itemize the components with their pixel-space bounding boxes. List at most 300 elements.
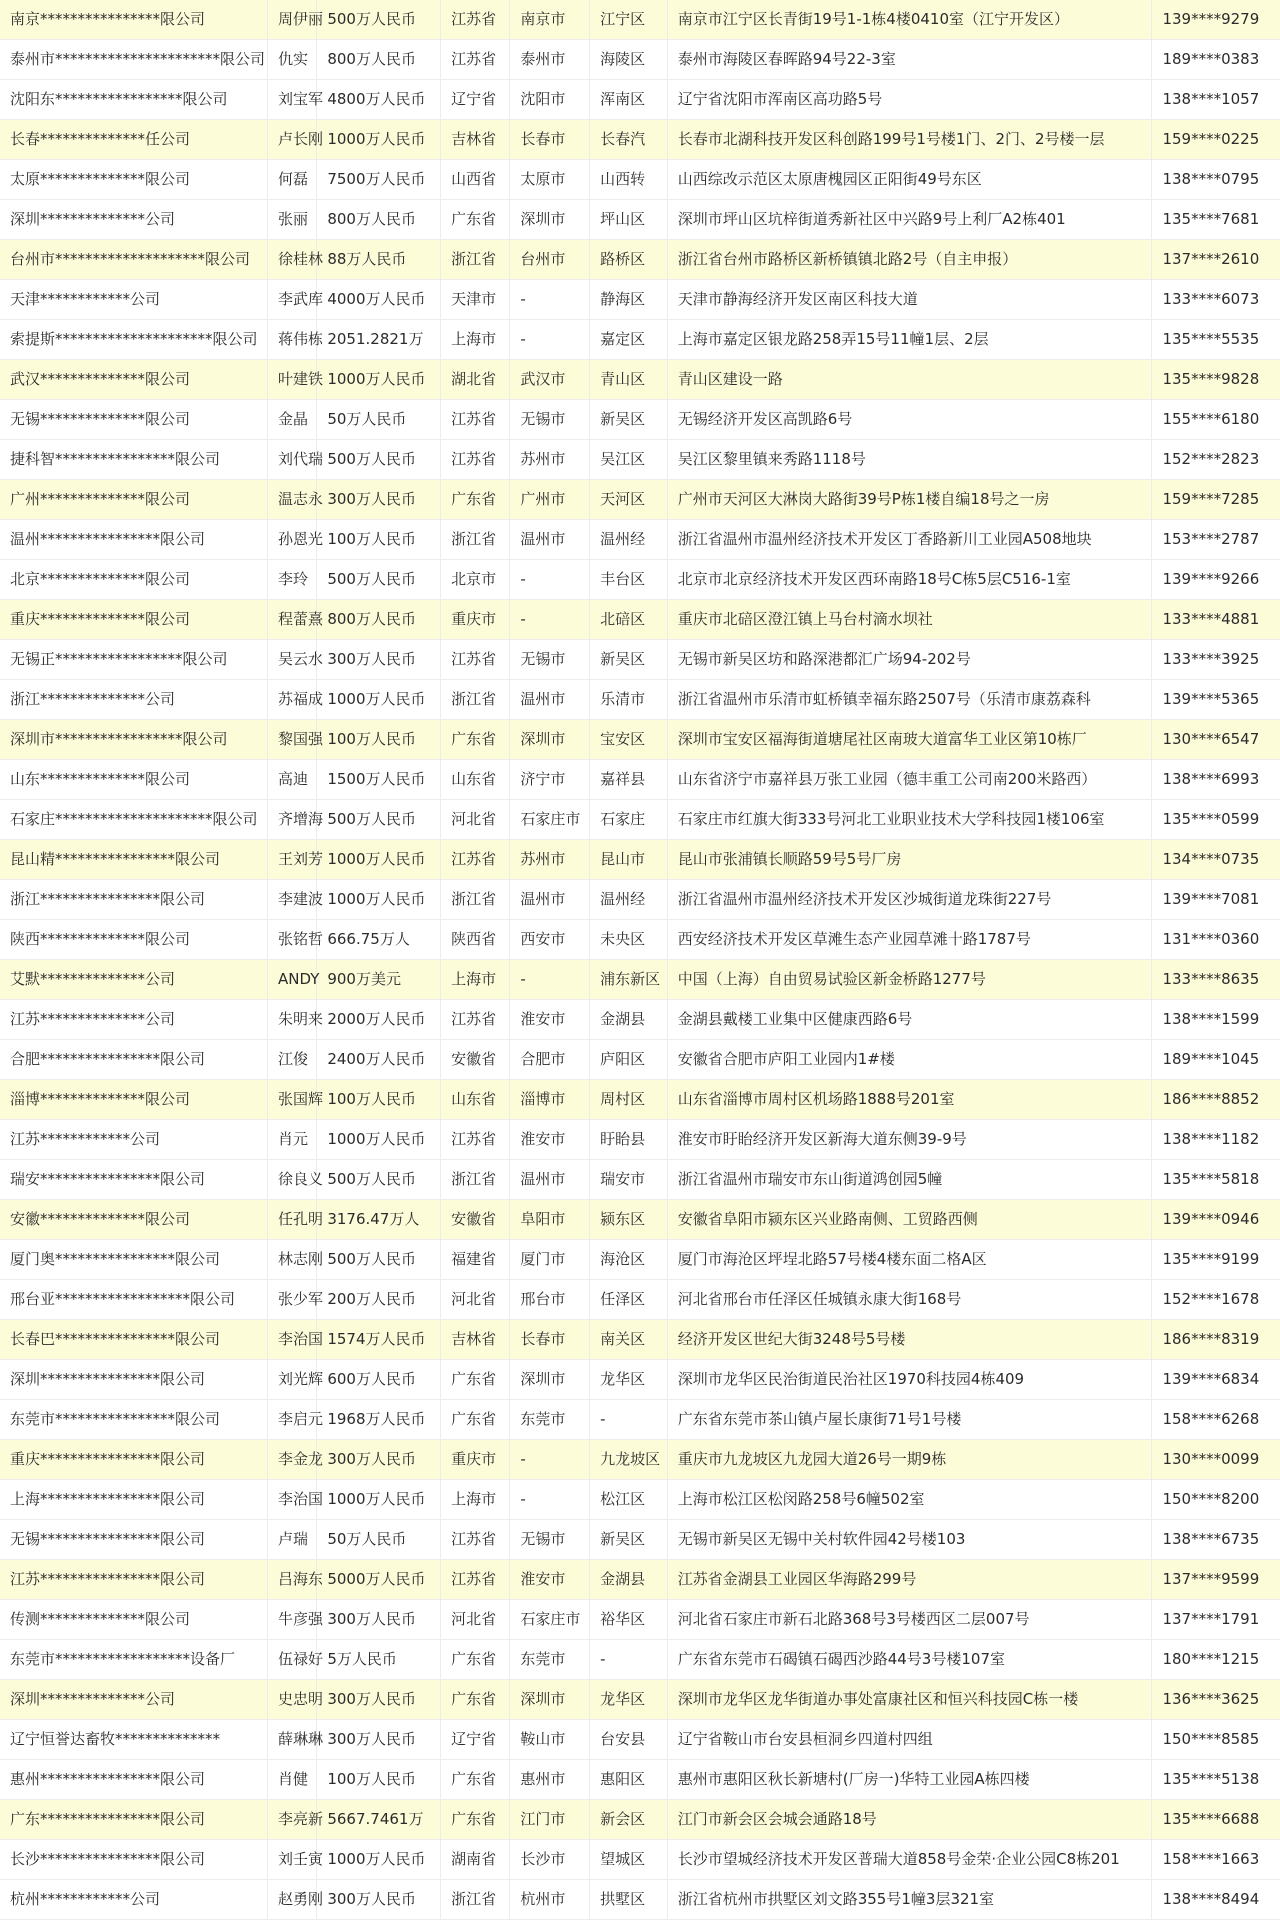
district-cell: 温州经: [590, 520, 668, 560]
province-cell: 福建省: [441, 1240, 510, 1280]
registered-capital-cell: 500万人民币: [317, 1160, 441, 1200]
phone-cell: 133****6073: [1152, 280, 1280, 320]
registered-capital-cell: 100万人民币: [317, 1760, 441, 1800]
city-cell: 温州市: [510, 520, 590, 560]
legal-person-cell: 李亮新: [268, 1800, 317, 1840]
company-name-cell: 广东****************限公司: [0, 1800, 268, 1840]
legal-person-cell: 温志永: [268, 480, 317, 520]
table-row: [0, 1320, 1280, 1360]
registered-capital-cell: 4800万人民币: [317, 80, 441, 120]
legal-person-cell: 薛琳琳: [268, 1720, 317, 1760]
phone-cell: 135****9828: [1152, 360, 1280, 400]
district-cell: 静海区: [590, 280, 668, 320]
registered-capital-cell: 666.75万人: [317, 920, 441, 960]
address-cell: 河北省邢台市任泽区任城镇永康大街168号: [667, 1280, 1152, 1320]
city-cell: 武汉市: [510, 360, 590, 400]
province-cell: 江苏省: [441, 1000, 510, 1040]
company-name-cell: 广州**************限公司: [0, 480, 268, 520]
table-row: [0, 120, 1280, 160]
registered-capital-cell: 300万人民币: [317, 1720, 441, 1760]
province-cell: 广东省: [441, 720, 510, 760]
company-name-cell: 山东**************限公司: [0, 760, 268, 800]
phone-cell: 159****7285: [1152, 480, 1280, 520]
table-row: [0, 80, 1280, 120]
province-cell: 江苏省: [441, 40, 510, 80]
table-row: [0, 1120, 1280, 1160]
district-cell: 宝安区: [590, 720, 668, 760]
city-cell: 合肥市: [510, 1040, 590, 1080]
district-cell: 龙华区: [590, 1360, 668, 1400]
legal-person-cell: 孙恩光: [268, 520, 317, 560]
table-row: [0, 1680, 1280, 1720]
legal-person-cell: 张少军: [268, 1280, 317, 1320]
province-cell: 上海市: [441, 1480, 510, 1520]
district-cell: 颍东区: [590, 1200, 668, 1240]
legal-person-cell: 仇实: [268, 40, 317, 80]
address-cell: 金湖县戴楼工业集中区健康西路6号: [667, 1000, 1152, 1040]
table-row: [0, 1000, 1280, 1040]
legal-person-cell: 王刘芳: [268, 840, 317, 880]
table-row: [0, 1360, 1280, 1400]
province-cell: 广东省: [441, 1640, 510, 1680]
registered-capital-cell: 100万人民币: [317, 520, 441, 560]
registered-capital-cell: 4000万人民币: [317, 280, 441, 320]
phone-cell: 139****5365: [1152, 680, 1280, 720]
legal-person-cell: 吕海东: [268, 1560, 317, 1600]
legal-person-cell: 黎国强: [268, 720, 317, 760]
address-cell: 惠州市惠阳区秋长新塘村(厂房一)华特工业园A栋四楼: [667, 1760, 1152, 1800]
table-row: [0, 280, 1280, 320]
registered-capital-cell: 500万人民币: [317, 1240, 441, 1280]
address-cell: 深圳市宝安区福海街道塘尾社区南玻大道富华工业区第10栋厂: [667, 720, 1152, 760]
phone-cell: 138****6735: [1152, 1520, 1280, 1560]
phone-cell: 150****8585: [1152, 1720, 1280, 1760]
province-cell: 江苏省: [441, 840, 510, 880]
legal-person-cell: 刘壬寅: [268, 1840, 317, 1880]
phone-cell: 137****2610: [1152, 240, 1280, 280]
district-cell: 乐清市: [590, 680, 668, 720]
table-row: [0, 560, 1280, 600]
city-cell: 阜阳市: [510, 1200, 590, 1240]
province-cell: 江苏省: [441, 440, 510, 480]
address-cell: 辽宁省鞍山市台安县桓洞乡四道村四组: [667, 1720, 1152, 1760]
city-cell: 温州市: [510, 680, 590, 720]
address-cell: 广东省东莞市石碣镇石碣西沙路44号3号楼107室: [667, 1640, 1152, 1680]
province-cell: 广东省: [441, 1680, 510, 1720]
legal-person-cell: 高迪: [268, 760, 317, 800]
city-cell: 深圳市: [510, 720, 590, 760]
province-cell: 广东省: [441, 1360, 510, 1400]
phone-cell: 135****5138: [1152, 1760, 1280, 1800]
address-cell: 北京市北京经济技术开发区西环南路18号C栋5层C516-1室: [667, 560, 1152, 600]
table-row: [0, 1480, 1280, 1520]
company-name-cell: 辽宁恒誉达畜牧**************: [0, 1720, 268, 1760]
company-name-cell: 重庆**************限公司: [0, 600, 268, 640]
city-cell: -: [510, 320, 590, 360]
city-cell: 长春市: [510, 120, 590, 160]
legal-person-cell: ANDY: [268, 960, 317, 1000]
registered-capital-cell: 1000万人民币: [317, 1840, 441, 1880]
company-name-cell: 重庆****************限公司: [0, 1440, 268, 1480]
district-cell: 坪山区: [590, 200, 668, 240]
phone-cell: 133****8635: [1152, 960, 1280, 1000]
company-name-cell: 无锡****************限公司: [0, 1520, 268, 1560]
legal-person-cell: 肖健: [268, 1760, 317, 1800]
city-cell: 南京市: [510, 0, 590, 40]
registered-capital-cell: 300万人民币: [317, 640, 441, 680]
company-name-cell: 太原**************限公司: [0, 160, 268, 200]
company-name-cell: 江苏************公司: [0, 1120, 268, 1160]
phone-cell: 152****1678: [1152, 1280, 1280, 1320]
province-cell: 广东省: [441, 1400, 510, 1440]
phone-cell: 138****0795: [1152, 160, 1280, 200]
district-cell: 拱墅区: [590, 1880, 668, 1920]
table-row: [0, 760, 1280, 800]
address-cell: 上海市嘉定区银龙路258弄15号11幢1层、2层: [667, 320, 1152, 360]
legal-person-cell: 卢瑞: [268, 1520, 317, 1560]
province-cell: 上海市: [441, 320, 510, 360]
phone-cell: 139****7081: [1152, 880, 1280, 920]
address-cell: 河北省石家庄市新石北路368号3号楼西区二层007号: [667, 1600, 1152, 1640]
district-cell: 新会区: [590, 1800, 668, 1840]
registered-capital-cell: 100万人民币: [317, 720, 441, 760]
registered-capital-cell: 500万人民币: [317, 440, 441, 480]
phone-cell: 138****1182: [1152, 1120, 1280, 1160]
phone-cell: 152****2823: [1152, 440, 1280, 480]
address-cell: 无锡经济开发区高凯路6号: [667, 400, 1152, 440]
province-cell: 河北省: [441, 1600, 510, 1640]
company-name-cell: 南京****************限公司: [0, 0, 268, 40]
registered-capital-cell: 1000万人民币: [317, 880, 441, 920]
registered-capital-cell: 100万人民币: [317, 1080, 441, 1120]
city-cell: 台州市: [510, 240, 590, 280]
registered-capital-cell: 1000万人民币: [317, 360, 441, 400]
district-cell: 浑南区: [590, 80, 668, 120]
table-row: [0, 800, 1280, 840]
address-cell: 泰州市海陵区春晖路94号22-3室: [667, 40, 1152, 80]
legal-person-cell: 徐桂林: [268, 240, 317, 280]
district-cell: 江宁区: [590, 0, 668, 40]
table-row: [0, 240, 1280, 280]
table-row: [0, 1080, 1280, 1120]
phone-cell: 139****9279: [1152, 0, 1280, 40]
registered-capital-cell: 900万美元: [317, 960, 441, 1000]
address-cell: 天津市静海经济开发区南区科技大道: [667, 280, 1152, 320]
district-cell: 裕华区: [590, 1600, 668, 1640]
district-cell: 丰台区: [590, 560, 668, 600]
registered-capital-cell: 3176.47万人: [317, 1200, 441, 1240]
table-row: [0, 720, 1280, 760]
province-cell: 辽宁省: [441, 80, 510, 120]
company-name-cell: 东莞市******************设备厂: [0, 1640, 268, 1680]
address-cell: 广东省东莞市茶山镇卢屋长康街71号1号楼: [667, 1400, 1152, 1440]
district-cell: 路桥区: [590, 240, 668, 280]
company-name-cell: 北京**************限公司: [0, 560, 268, 600]
district-cell: 嘉祥县: [590, 760, 668, 800]
address-cell: 江门市新会区会城会通路18号: [667, 1800, 1152, 1840]
table-row: [0, 840, 1280, 880]
registered-capital-cell: 5000万人民币: [317, 1560, 441, 1600]
phone-cell: 139****6834: [1152, 1360, 1280, 1400]
district-cell: 昆山市: [590, 840, 668, 880]
registered-capital-cell: 300万人民币: [317, 1440, 441, 1480]
district-cell: 金湖县: [590, 1000, 668, 1040]
company-name-cell: 深圳市*****************限公司: [0, 720, 268, 760]
address-cell: 安徽省阜阳市颍东区兴业路南侧、工贸路西侧: [667, 1200, 1152, 1240]
registered-capital-cell: 800万人民币: [317, 40, 441, 80]
company-name-cell: 无锡**************限公司: [0, 400, 268, 440]
province-cell: 辽宁省: [441, 1720, 510, 1760]
city-cell: 无锡市: [510, 400, 590, 440]
district-cell: 金湖县: [590, 1560, 668, 1600]
phone-cell: 158****6268: [1152, 1400, 1280, 1440]
city-cell: 厦门市: [510, 1240, 590, 1280]
address-cell: 无锡市新吴区无锡中关村软件园42号楼103: [667, 1520, 1152, 1560]
city-cell: -: [510, 560, 590, 600]
phone-cell: 150****8200: [1152, 1480, 1280, 1520]
table-row: [0, 520, 1280, 560]
district-cell: 庐阳区: [590, 1040, 668, 1080]
legal-person-cell: 齐增海: [268, 800, 317, 840]
table-row: [0, 480, 1280, 520]
registered-capital-cell: 50万人民币: [317, 1520, 441, 1560]
district-cell: 周村区: [590, 1080, 668, 1120]
city-cell: 无锡市: [510, 1520, 590, 1560]
table-row: [0, 1240, 1280, 1280]
district-cell: 山西转: [590, 160, 668, 200]
phone-cell: 138****1057: [1152, 80, 1280, 120]
legal-person-cell: 赵勇刚: [268, 1880, 317, 1920]
legal-person-cell: 肖元: [268, 1120, 317, 1160]
registered-capital-cell: 300万人民币: [317, 1600, 441, 1640]
company-name-cell: 武汉**************限公司: [0, 360, 268, 400]
registered-capital-cell: 2000万人民币: [317, 1000, 441, 1040]
address-cell: 浙江省温州市乐清市虹桥镇幸福东路2507号（乐清市康荔森科: [667, 680, 1152, 720]
address-cell: 长沙市望城经济技术开发区普瑞大道858号金荣·企业公园C8栋201: [667, 1840, 1152, 1880]
district-cell: 海陵区: [590, 40, 668, 80]
registered-capital-cell: 300万人民币: [317, 480, 441, 520]
registered-capital-cell: 1000万人民币: [317, 1120, 441, 1160]
province-cell: 广东省: [441, 1760, 510, 1800]
phone-cell: 137****9599: [1152, 1560, 1280, 1600]
address-cell: 淮安市盱眙经济开发区新海大道东侧39-9号: [667, 1120, 1152, 1160]
province-cell: 湖南省: [441, 1840, 510, 1880]
phone-cell: 138****8494: [1152, 1880, 1280, 1920]
registered-capital-cell: 1000万人民币: [317, 1480, 441, 1520]
table-row: [0, 0, 1280, 40]
legal-person-cell: 牛彦强: [268, 1600, 317, 1640]
address-cell: 浙江省温州市温州经济技术开发区沙城街道龙珠街227号: [667, 880, 1152, 920]
province-cell: 上海市: [441, 960, 510, 1000]
province-cell: 浙江省: [441, 1160, 510, 1200]
legal-person-cell: 李治国: [268, 1320, 317, 1360]
company-name-cell: 天津************公司: [0, 280, 268, 320]
district-cell: 青山区: [590, 360, 668, 400]
address-cell: 经济开发区世纪大街3248号5号楼: [667, 1320, 1152, 1360]
company-name-cell: 杭州************公司: [0, 1880, 268, 1920]
province-cell: 江苏省: [441, 400, 510, 440]
province-cell: 吉林省: [441, 1320, 510, 1360]
district-cell: 九龙坡区: [590, 1440, 668, 1480]
table-row: [0, 1040, 1280, 1080]
city-cell: 邢台市: [510, 1280, 590, 1320]
company-name-cell: 安徽**************限公司: [0, 1200, 268, 1240]
phone-cell: 130****6547: [1152, 720, 1280, 760]
province-cell: 广东省: [441, 1800, 510, 1840]
table-row: [0, 40, 1280, 80]
address-cell: 浙江省杭州市拱墅区刘文路355号1幢3层321室: [667, 1880, 1152, 1920]
legal-person-cell: 张丽: [268, 200, 317, 240]
registered-capital-cell: 300万人民币: [317, 1880, 441, 1920]
city-cell: 无锡市: [510, 640, 590, 680]
legal-person-cell: 刘光辉: [268, 1360, 317, 1400]
district-cell: 天河区: [590, 480, 668, 520]
province-cell: 河北省: [441, 800, 510, 840]
city-cell: 沈阳市: [510, 80, 590, 120]
province-cell: 浙江省: [441, 880, 510, 920]
company-name-cell: 合肥****************限公司: [0, 1040, 268, 1080]
province-cell: 江苏省: [441, 1560, 510, 1600]
company-name-cell: 台州市********************限公司: [0, 240, 268, 280]
city-cell: 石家庄市: [510, 1600, 590, 1640]
district-cell: 嘉定区: [590, 320, 668, 360]
legal-person-cell: 伍禄好: [268, 1640, 317, 1680]
company-name-cell: 深圳**************公司: [0, 200, 268, 240]
address-cell: 南京市江宁区长青街19号1-1栋4楼0410室（江宁开发区）: [667, 0, 1152, 40]
district-cell: 石家庄: [590, 800, 668, 840]
phone-cell: 130****0099: [1152, 1440, 1280, 1480]
district-cell: 浦东新区: [590, 960, 668, 1000]
table-row: [0, 1800, 1280, 1840]
legal-person-cell: 徐良义: [268, 1160, 317, 1200]
city-cell: -: [510, 1480, 590, 1520]
address-cell: 山西综改示范区太原唐槐园区正阳街49号东区: [667, 160, 1152, 200]
company-name-cell: 深圳****************限公司: [0, 1360, 268, 1400]
city-cell: 淮安市: [510, 1120, 590, 1160]
company-name-cell: 邢台亚******************限公司: [0, 1280, 268, 1320]
address-cell: 青山区建设一路: [667, 360, 1152, 400]
table-row: [0, 960, 1280, 1000]
company-name-cell: 江苏**************公司: [0, 1000, 268, 1040]
legal-person-cell: 朱明来: [268, 1000, 317, 1040]
registered-capital-cell: 2051.2821万: [317, 320, 441, 360]
table-row: [0, 640, 1280, 680]
company-name-cell: 温州****************限公司: [0, 520, 268, 560]
address-cell: 中国（上海）自由贸易试验区新金桥路1277号: [667, 960, 1152, 1000]
company-name-cell: 陕西**************限公司: [0, 920, 268, 960]
table-row: [0, 1600, 1280, 1640]
registered-capital-cell: 1574万人民币: [317, 1320, 441, 1360]
city-cell: 温州市: [510, 880, 590, 920]
company-name-cell: 深圳**************公司: [0, 1680, 268, 1720]
address-cell: 江苏省金湖县工业园区华海路299号: [667, 1560, 1152, 1600]
phone-cell: 136****3625: [1152, 1680, 1280, 1720]
province-cell: 天津市: [441, 280, 510, 320]
registered-capital-cell: 500万人民币: [317, 800, 441, 840]
address-cell: 无锡市新吴区坊和路深港都汇广场94-202号: [667, 640, 1152, 680]
table-row: [0, 320, 1280, 360]
city-cell: 长春市: [510, 1320, 590, 1360]
legal-person-cell: 李武库: [268, 280, 317, 320]
table-row: [0, 1280, 1280, 1320]
province-cell: 江苏省: [441, 1120, 510, 1160]
legal-person-cell: 李治国: [268, 1480, 317, 1520]
legal-person-cell: 周伊丽: [268, 0, 317, 40]
city-cell: 苏州市: [510, 840, 590, 880]
legal-person-cell: 刘宝军: [268, 80, 317, 120]
company-name-cell: 长沙****************限公司: [0, 1840, 268, 1880]
city-cell: 淮安市: [510, 1560, 590, 1600]
city-cell: 石家庄市: [510, 800, 590, 840]
registered-capital-cell: 1000万人民币: [317, 120, 441, 160]
table-row: [0, 1440, 1280, 1480]
phone-cell: 189****1045: [1152, 1040, 1280, 1080]
legal-person-cell: 卢长刚: [268, 120, 317, 160]
district-cell: 北碚区: [590, 600, 668, 640]
phone-cell: 135****7681: [1152, 200, 1280, 240]
registered-capital-cell: 300万人民币: [317, 1680, 441, 1720]
province-cell: 浙江省: [441, 680, 510, 720]
legal-person-cell: 李玲: [268, 560, 317, 600]
phone-cell: 186****8852: [1152, 1080, 1280, 1120]
table-row: [0, 1200, 1280, 1240]
phone-cell: 139****0946: [1152, 1200, 1280, 1240]
company-name-cell: 浙江**************公司: [0, 680, 268, 720]
company-name-cell: 浙江****************限公司: [0, 880, 268, 920]
legal-person-cell: 史忠明: [268, 1680, 317, 1720]
phone-cell: 155****6180: [1152, 400, 1280, 440]
city-cell: 鞍山市: [510, 1720, 590, 1760]
district-cell: 任泽区: [590, 1280, 668, 1320]
district-cell: 台安县: [590, 1720, 668, 1760]
registered-capital-cell: 600万人民币: [317, 1360, 441, 1400]
address-cell: 吴江区黎里镇来秀路1118号: [667, 440, 1152, 480]
registered-capital-cell: 7500万人民币: [317, 160, 441, 200]
province-cell: 陕西省: [441, 920, 510, 960]
address-cell: 重庆市北碚区澄江镇上马台村滴水坝社: [667, 600, 1152, 640]
city-cell: -: [510, 600, 590, 640]
district-cell: 吴江区: [590, 440, 668, 480]
registered-capital-cell: 1000万人民币: [317, 840, 441, 880]
legal-person-cell: 何磊: [268, 160, 317, 200]
province-cell: 吉林省: [441, 120, 510, 160]
province-cell: 重庆市: [441, 1440, 510, 1480]
legal-person-cell: 金晶: [268, 400, 317, 440]
registered-capital-cell: 5667.7461万: [317, 1800, 441, 1840]
address-cell: 山东省淄博市周村区机场路1888号201室: [667, 1080, 1152, 1120]
phone-cell: 131****0360: [1152, 920, 1280, 960]
company-name-cell: 瑞安****************限公司: [0, 1160, 268, 1200]
address-cell: 长春市北湖科技开发区科创路199号1号楼1门、2门、2号楼一层: [667, 120, 1152, 160]
company-name-cell: 无锡正*****************限公司: [0, 640, 268, 680]
registered-capital-cell: 500万人民币: [317, 560, 441, 600]
registered-capital-cell: 50万人民币: [317, 400, 441, 440]
registered-capital-cell: 500万人民币: [317, 0, 441, 40]
company-name-cell: 捷科智****************限公司: [0, 440, 268, 480]
company-name-cell: 江苏****************限公司: [0, 1560, 268, 1600]
district-cell: -: [590, 1400, 668, 1440]
city-cell: 江门市: [510, 1800, 590, 1840]
city-cell: 长沙市: [510, 1840, 590, 1880]
district-cell: 新吴区: [590, 1520, 668, 1560]
company-name-cell: 石家庄*********************限公司: [0, 800, 268, 840]
province-cell: 湖北省: [441, 360, 510, 400]
province-cell: 安徽省: [441, 1200, 510, 1240]
table-row: [0, 1400, 1280, 1440]
company-name-cell: 昆山精****************限公司: [0, 840, 268, 880]
table-row: [0, 1160, 1280, 1200]
table-row: [0, 440, 1280, 480]
